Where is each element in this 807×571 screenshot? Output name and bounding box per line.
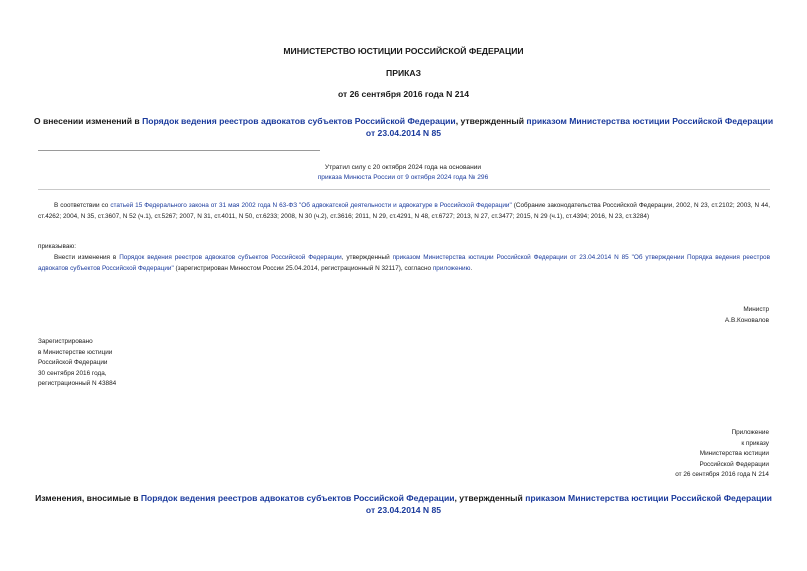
changes-link-order[interactable]: приказом Министерства юстиции Российской Федерации от 23.04.2014 N 85 [365, 493, 772, 515]
order-label: приказываю: [38, 243, 76, 250]
signature-block [560, 305, 769, 326]
appendix-line: Приложение [731, 429, 769, 436]
preamble-law-link[interactable]: статьей 15 Федерального закона от 31 мая 2002 года N 63-ФЗ "Об адвокатской деятельности и адвокатуре в Российской Федерации" [110, 202, 512, 209]
ministry-heading: МИНИСТЕРСТВО ЮСТИЦИИ РОССИЙСКОЙ ФЕДЕРАЦИИ [283, 46, 524, 56]
order-prefix: Внести изменения в [54, 254, 120, 261]
title-divider [38, 150, 320, 151]
preamble-prefix: В соответствии со [54, 202, 111, 209]
title-middle: , утвержденный [455, 116, 527, 126]
registration-line: 30 сентября 2016 года, [38, 369, 107, 377]
registration-block [38, 337, 238, 390]
order-end: . [470, 264, 473, 272]
changes-link-procedure[interactable]: Порядок ведения реестров адвокатов субъектов Российской Федерации [140, 493, 455, 503]
changes-title [30, 492, 777, 516]
appendix-block [560, 428, 769, 481]
registration-line: регистрационный N 43884 [38, 380, 117, 388]
title-link-procedure[interactable]: Порядок ведения реестров адвокатов субъектов Российской Федерации [142, 116, 456, 126]
document-title [30, 115, 777, 139]
changes-middle: , утвержденный [454, 493, 526, 503]
changes-prefix: Изменения, вносимые в [35, 493, 141, 503]
status-line: Утратил силу с 20 октября 2024 года на основании [324, 164, 482, 171]
appendix-line: от 26 сентября 2016 года N 214 [675, 471, 769, 479]
signature-name: А.В.Коновалов [724, 316, 769, 324]
appendix-line: к приказу [741, 439, 769, 447]
title-link-order[interactable]: приказом Министерства юстиции Российской Федерации от 23.04.2014 N 85 [365, 116, 774, 138]
preamble-rest: (Собрание законодательства Российской Федерации, 2002, N 23, ст.2102; 2003, N 44, ст.4262; 2004, N 35, ст.3607, N 52 (ч.1), ст.5267; 2007, N 31, ст.4011, N 50, ст.6233; 2008, N 30 (ч.2), ст.3616; 2011, N 29, ст.4291, N 48, ст.6727; 2013, N 27, ст.3477; 2015, N 29 (ч.1), ст.4394; 2016, N 23, ст.3284) [38, 202, 771, 220]
registration-line: Зарегистрировано [38, 338, 93, 345]
signature-position: Министр [743, 306, 769, 313]
order-link-procedure[interactable]: Порядок ведения реестров адвокатов субъектов Российской Федерации [119, 254, 342, 261]
order-link-order[interactable]: приказом Министерства юстиции Российской Федерации от 23.04.2014 N 85 "Об утверждении Порядка ведения реестров адвокатов субъектов Российской Федерации" [38, 254, 770, 272]
status-divider [38, 189, 770, 190]
doc-date-number: от 26 сентября 2016 года N 214 [337, 89, 470, 99]
order-link-appendix[interactable]: приложению [432, 264, 471, 272]
title-prefix: О внесении изменений в [33, 116, 143, 126]
order-middle2: (зарегистрирован Минюстом России 25.04.2014, регистрационный N 32117), согласно [173, 264, 433, 272]
appendix-line: Российской Федерации [699, 460, 769, 468]
order-paragraph [38, 253, 770, 274]
preamble-paragraph [38, 201, 770, 222]
appendix-line: Министерства юстиции [699, 450, 769, 458]
order-middle1: , утвержденный [341, 254, 393, 261]
registration-line: в Министерстве юстиции [38, 348, 113, 356]
status-link[interactable]: приказа Минюста России от 9 октября 2024 года № 296 [317, 174, 489, 182]
status-notice [228, 163, 578, 183]
registration-line: Российской Федерации [38, 359, 108, 367]
doc-type-heading: ПРИКАЗ [386, 68, 421, 78]
